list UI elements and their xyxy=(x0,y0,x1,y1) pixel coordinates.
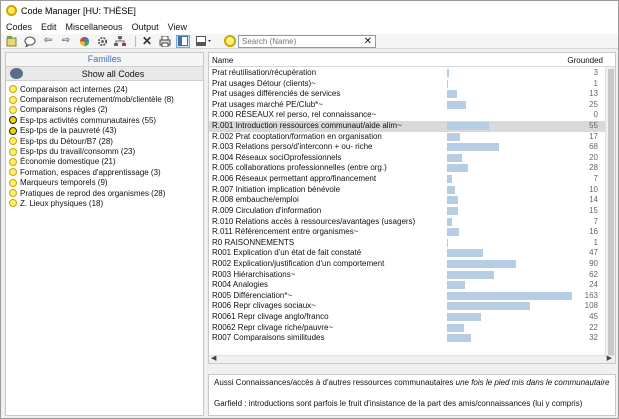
grounded-bar xyxy=(447,207,458,215)
family-label: Comparaison recrutement/mob/clientèle (8) xyxy=(20,95,174,105)
family-item[interactable] xyxy=(9,198,203,208)
code-name: R.005 collaborations professionnelles (entre org.) xyxy=(212,163,387,173)
vertical-scroll-thumb[interactable] xyxy=(608,69,614,355)
code-name: Prat usages marché PE/Club*~ xyxy=(212,99,323,109)
search-icon xyxy=(224,35,236,47)
code-name: R.001 Introduction ressources communaut/aide alim~ xyxy=(212,121,402,131)
grounded-bar xyxy=(447,175,452,183)
menu-bar xyxy=(1,20,618,34)
panel-bottom-icon[interactable] xyxy=(194,35,214,48)
delete-icon[interactable]: ✕ xyxy=(141,34,153,48)
codes-list-pane xyxy=(208,52,616,364)
grounded-count: 55 xyxy=(589,121,598,131)
grounded-bar xyxy=(447,133,460,141)
grounded-bar xyxy=(447,196,458,204)
grounded-count: 108 xyxy=(584,301,598,311)
family-item[interactable] xyxy=(9,94,203,104)
code-name: R.011 Référencement entre organismes~ xyxy=(212,227,359,237)
comment-pane[interactable] xyxy=(208,374,616,416)
grounded-count: 1 xyxy=(593,237,598,247)
code-name: R0 RAISONNEMENTS xyxy=(212,237,295,247)
code-row[interactable] xyxy=(209,312,615,323)
family-item[interactable] xyxy=(9,126,203,136)
code-name: R.003 Relations perso/d'interconn + ou- riche xyxy=(212,142,373,152)
grounded-bar xyxy=(447,122,489,130)
codes-icon xyxy=(10,68,23,79)
grounded-bar xyxy=(447,186,455,194)
grounded-count: 45 xyxy=(589,312,598,322)
grounded-count: 62 xyxy=(589,269,598,279)
family-icon xyxy=(9,158,17,166)
code-row[interactable] xyxy=(209,333,615,344)
family-item[interactable] xyxy=(9,136,203,146)
code-row[interactable] xyxy=(209,280,615,291)
code-name: R.006 Réseaux permettant appro/financement xyxy=(212,174,377,184)
families-header: Familles xyxy=(6,53,203,66)
search-field[interactable] xyxy=(238,35,376,48)
menu-edit[interactable]: Edit xyxy=(41,22,57,32)
grounded-bar xyxy=(447,334,471,342)
search-input[interactable] xyxy=(242,37,362,46)
grounded-count: 0 xyxy=(593,110,598,120)
family-item[interactable] xyxy=(9,146,203,156)
code-row[interactable] xyxy=(209,163,615,174)
code-row[interactable] xyxy=(209,217,615,228)
family-icon xyxy=(9,199,17,207)
family-label: Comparaison act internes (24) xyxy=(20,84,128,94)
horizontal-scrollbar[interactable] xyxy=(209,355,615,363)
code-name: R.009 Circulation d'information xyxy=(212,205,322,215)
new-code-icon[interactable] xyxy=(5,35,19,48)
grounded-bar xyxy=(447,80,448,88)
code-row[interactable] xyxy=(209,185,615,196)
code-row[interactable] xyxy=(209,89,615,100)
network-icon[interactable] xyxy=(113,35,127,48)
code-name: R.010 Relations accès à ressources/avantages (usagers) xyxy=(212,216,416,226)
family-item[interactable] xyxy=(9,84,203,94)
toolbar xyxy=(1,34,618,49)
grounded-count: 24 xyxy=(589,280,598,290)
grounded-bar xyxy=(447,260,516,268)
code-row[interactable] xyxy=(209,195,615,206)
family-icon xyxy=(9,189,17,197)
print-icon[interactable] xyxy=(158,35,172,48)
grounded-count: 10 xyxy=(589,184,598,194)
grounded-count: 28 xyxy=(589,163,598,173)
code-name: R0062 Repr clivage riche/pauvre~ xyxy=(212,322,334,332)
family-item[interactable] xyxy=(9,115,203,125)
family-label: Esp-tps du travail/consomm (23) xyxy=(20,147,136,157)
grounded-bar xyxy=(447,324,464,332)
grounded-bar xyxy=(447,228,459,236)
grounded-count: 13 xyxy=(589,89,598,99)
family-item[interactable] xyxy=(9,167,203,177)
column-grounded-header[interactable]: Grounded xyxy=(567,56,603,65)
family-label: Marqueurs temporels (9) xyxy=(20,178,108,188)
grounded-count: 32 xyxy=(589,333,598,343)
code-name: Prat usages différenciés de services xyxy=(212,89,341,99)
family-icon xyxy=(9,127,17,135)
settings-icon[interactable] xyxy=(95,35,109,48)
grounded-count: 7 xyxy=(593,174,598,184)
code-row[interactable] xyxy=(209,68,615,79)
grounded-bar xyxy=(447,281,465,289)
show-all-codes-button[interactable] xyxy=(6,66,203,81)
family-item[interactable] xyxy=(9,188,203,198)
code-name: R002 Explication/justification d'un comportement xyxy=(212,258,385,268)
grounded-bar xyxy=(447,101,466,109)
grounded-count: 14 xyxy=(589,195,598,205)
family-icon xyxy=(9,85,17,93)
family-label: Esp-tps activités communautaires (55) xyxy=(20,115,157,125)
code-row[interactable] xyxy=(209,259,615,270)
show-all-codes-label: Show all Codes xyxy=(81,68,145,79)
family-item[interactable] xyxy=(9,178,203,188)
menu-view[interactable]: View xyxy=(167,22,187,32)
code-name: Prat usages Détour (clients)~ xyxy=(212,78,316,88)
grounded-count: 20 xyxy=(589,152,598,162)
code-row[interactable] xyxy=(209,227,615,238)
families-pane xyxy=(5,52,204,416)
code-name: R005 Différenciation*~ xyxy=(212,290,293,300)
app-icon xyxy=(6,5,17,16)
code-row[interactable] xyxy=(209,153,615,164)
grounded-bar xyxy=(447,69,449,77)
code-row[interactable] xyxy=(209,132,615,143)
code-row[interactable] xyxy=(209,206,615,217)
code-name: R0061 Repr clivage anglo/franco xyxy=(212,312,329,322)
code-row[interactable] xyxy=(209,238,615,249)
grounded-bar xyxy=(447,249,483,257)
family-icon xyxy=(9,116,17,124)
grounded-count: 25 xyxy=(589,99,598,109)
grounded-count: 17 xyxy=(589,131,598,141)
code-row[interactable] xyxy=(209,323,615,334)
code-row[interactable] xyxy=(209,301,615,312)
grounded-bar xyxy=(447,90,457,98)
code-name: Prat réutilisation/récupération xyxy=(212,68,317,77)
code-name: R003 Hiérarchisations~ xyxy=(212,269,296,279)
code-name: R.000 RÉSEAUX rel perso, rel connaissance~ xyxy=(212,110,377,120)
code-name: R001 Explication d'un état de fait constaté xyxy=(212,248,362,258)
window-title: Code Manager [HU: THÈSE] xyxy=(21,5,136,16)
family-item[interactable] xyxy=(9,157,203,167)
clear-search-icon[interactable]: ✕ xyxy=(363,36,372,47)
code-rows xyxy=(209,68,615,344)
grounded-count: 7 xyxy=(593,216,598,226)
code-row[interactable] xyxy=(209,270,615,281)
family-icon xyxy=(9,137,17,145)
grounded-bar xyxy=(447,302,530,310)
grounded-count: 3 xyxy=(593,68,598,77)
family-icon xyxy=(9,179,17,187)
grounded-count: 47 xyxy=(589,248,598,258)
grounded-count: 90 xyxy=(589,258,598,268)
code-name: R006 Repr clivages sociaux~ xyxy=(212,301,316,311)
grounded-count: 163 xyxy=(584,290,598,300)
grounded-count: 68 xyxy=(589,142,598,152)
arrow-right-icon[interactable]: ⇨ xyxy=(61,35,71,46)
family-icon xyxy=(9,148,17,156)
scroll-left-icon[interactable]: ◀ xyxy=(211,355,217,362)
code-row[interactable] xyxy=(209,291,615,302)
grounded-bar xyxy=(447,239,448,247)
code-row[interactable] xyxy=(209,248,615,259)
code-name: R007 Comparaisons similitudes xyxy=(212,333,325,343)
grounded-bar xyxy=(447,143,499,151)
codes-column-header xyxy=(209,53,615,67)
code-row[interactable] xyxy=(209,79,615,90)
title-bar xyxy=(1,1,618,20)
grounded-count: 22 xyxy=(589,322,598,332)
comment-text-italic: une fois le pied mis dans le communautaire xyxy=(455,378,610,387)
menu-miscellaneous[interactable]: Miscellaneous xyxy=(65,22,123,32)
comment-text-normal: Aussi Connaissances/accès à d'autres ressources communautaires xyxy=(214,378,456,387)
code-name: R.008 embauche/emploi xyxy=(212,195,299,205)
code-name: R.002 Prat cooptation/formation en organisation xyxy=(212,131,382,141)
family-label: Esp-tps du Détour/B7 (28) xyxy=(20,136,113,146)
color-wheel-icon[interactable] xyxy=(77,35,91,48)
grounded-bar xyxy=(447,292,572,300)
column-name-header[interactable]: Name xyxy=(212,56,234,65)
code-name: R.004 Réseaux sociOprofessionnels xyxy=(212,152,342,162)
grounded-count: 1 xyxy=(593,78,598,88)
panel-left-icon[interactable] xyxy=(176,35,190,48)
family-label: Formation, espaces d'apprentissage (3) xyxy=(20,167,161,177)
comment-line-1 xyxy=(214,378,610,388)
family-label: Économie domestique (21) xyxy=(20,157,116,167)
code-row[interactable] xyxy=(209,110,615,121)
comment-line-2: Garfield : introductions sont parfois le fruit d'insistance de la part des amis/connaissances (lui y compris) xyxy=(214,399,583,408)
menu-output[interactable]: Output xyxy=(131,22,159,32)
menu-codes[interactable]: Codes xyxy=(6,22,33,32)
grounded-count: 16 xyxy=(589,227,598,237)
grounded-bar xyxy=(447,313,481,321)
scroll-right-icon[interactable]: ▶ xyxy=(606,355,612,362)
family-label: Comparaisons règles (2) xyxy=(20,105,108,115)
family-label: Z. Lieux physiques (18) xyxy=(20,198,104,208)
grounded-bar xyxy=(447,218,452,226)
family-icon xyxy=(9,106,17,114)
code-row[interactable] xyxy=(209,142,615,153)
grounded-count: 15 xyxy=(589,205,598,215)
code-row[interactable] xyxy=(209,121,615,132)
grounded-bar xyxy=(447,154,462,162)
family-label: Pratiques de reprod des organismes (28) xyxy=(20,188,166,198)
grounded-bar xyxy=(447,164,468,172)
code-name: R004 Analogies xyxy=(212,280,269,290)
comment-icon[interactable] xyxy=(23,35,37,48)
code-row[interactable] xyxy=(209,174,615,185)
family-icon xyxy=(9,168,17,176)
family-icon xyxy=(9,96,17,104)
arrow-left-icon[interactable]: ⇦ xyxy=(43,35,53,46)
grounded-bar xyxy=(447,271,494,279)
code-name: R.007 Initiation implication bénévole xyxy=(212,184,341,194)
family-list xyxy=(9,84,203,209)
code-row[interactable] xyxy=(209,100,615,111)
vertical-scrollbar[interactable] xyxy=(605,67,615,357)
family-label: Esp-tps de la pauvreté (43) xyxy=(20,126,117,136)
toolbar-divider xyxy=(135,36,136,47)
family-item[interactable] xyxy=(9,105,203,115)
